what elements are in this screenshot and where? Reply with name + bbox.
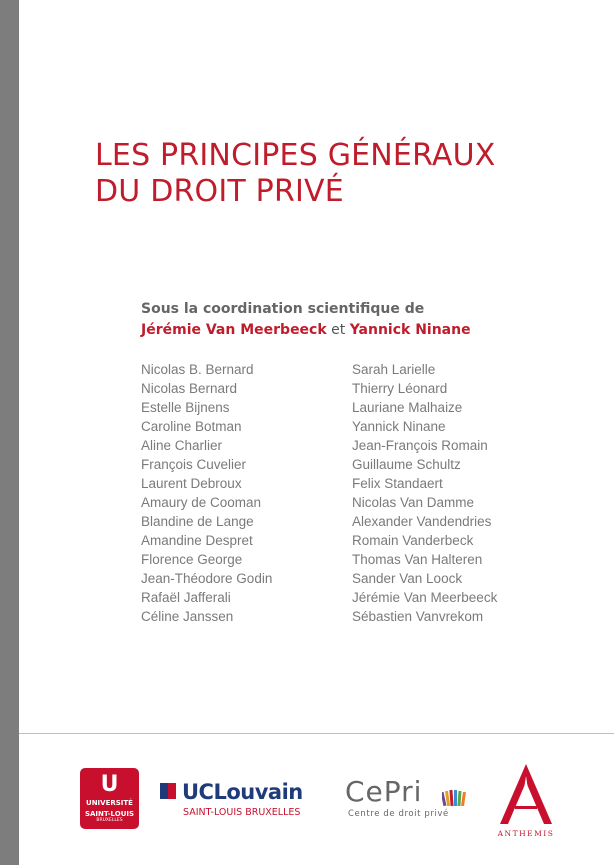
author-name: Thierry Léonard	[352, 381, 448, 396]
author-name: Guillaume Schultz	[352, 457, 461, 472]
author-name: Romain Vanderbeck	[352, 533, 474, 548]
author-name: Blandine de Lange	[141, 514, 254, 529]
book-spines-icon	[442, 788, 466, 806]
author-name: Felix Standaert	[352, 476, 443, 491]
author-name: Jérémie Van Meerbeeck	[352, 590, 498, 605]
authors-list-left	[141, 360, 272, 626]
editor-name: Yannick Ninane	[349, 322, 471, 338]
editor-name: Jérémie Van Meerbeeck	[141, 322, 327, 338]
title-line-2: DU DROIT PRIVÉ	[95, 174, 344, 209]
book-spine-bar	[0, 0, 19, 865]
author-name: Laurent Debroux	[141, 476, 242, 491]
usaintlouis-line2: SAINT-LOUIS	[84, 810, 135, 818]
footer-divider	[19, 733, 614, 734]
usaintlouis-logo	[80, 768, 139, 829]
coordination-intro: Sous la coordination scientifique de	[141, 301, 425, 317]
uclouvain-name: UCLouvain	[182, 780, 303, 804]
author-name: Aline Charlier	[141, 438, 223, 453]
author-name: Nicolas Van Damme	[352, 495, 475, 510]
anthemis-a-icon	[488, 762, 564, 828]
cepri-name: CePri	[345, 775, 423, 808]
editor-conjunction: et	[331, 322, 346, 338]
author-name: Rafaël Jafferali	[141, 590, 231, 605]
author-name: Sarah Larielle	[352, 362, 436, 377]
author-name: Amaury de Cooman	[141, 495, 262, 510]
cepri-subtitle: Centre de droit privé	[348, 809, 449, 819]
author-name: Sébastien Vanvrekom	[352, 609, 484, 624]
book-title	[95, 138, 555, 210]
u-letter-icon: U	[100, 772, 119, 797]
anthemis-name: ANTHEMIS	[497, 829, 555, 838]
author-name: Alexander Vandendries	[352, 514, 492, 529]
editors-line	[141, 320, 561, 341]
coordination-block	[141, 299, 561, 341]
author-name: Florence George	[141, 552, 243, 567]
author-name: Yannick Ninane	[352, 419, 446, 434]
author-name: Thomas Van Halteren	[352, 552, 483, 567]
author-name: Nicolas Bernard	[141, 381, 238, 396]
author-name: Caroline Botman	[141, 419, 242, 434]
uclouvain-mark-icon	[160, 783, 176, 799]
usaintlouis-line1: UNIVERSITÉ	[86, 799, 133, 807]
anthemis-logo	[488, 762, 564, 842]
authors-list-right	[352, 360, 497, 626]
author-name: Estelle Bijnens	[141, 400, 230, 415]
author-name: Jean-Théodore Godin	[141, 571, 273, 586]
author-name: Lauriane Malhaize	[352, 400, 463, 415]
author-name: François Cuvelier	[141, 457, 247, 472]
author-name: Nicolas B. Bernard	[141, 362, 254, 377]
author-name: Amandine Despret	[141, 533, 253, 548]
title-line-1: LES PRINCIPES GÉNÉRAUX	[95, 138, 496, 173]
cepri-logo	[345, 776, 470, 821]
usaintlouis-line3: BRUXELLES	[96, 818, 123, 823]
author-name: Jean-François Romain	[352, 438, 488, 453]
uclouvain-subtitle: SAINT-LOUIS BRUXELLES	[183, 807, 301, 818]
author-name: Céline Janssen	[141, 609, 234, 624]
author-name: Sander Van Loock	[352, 571, 463, 586]
